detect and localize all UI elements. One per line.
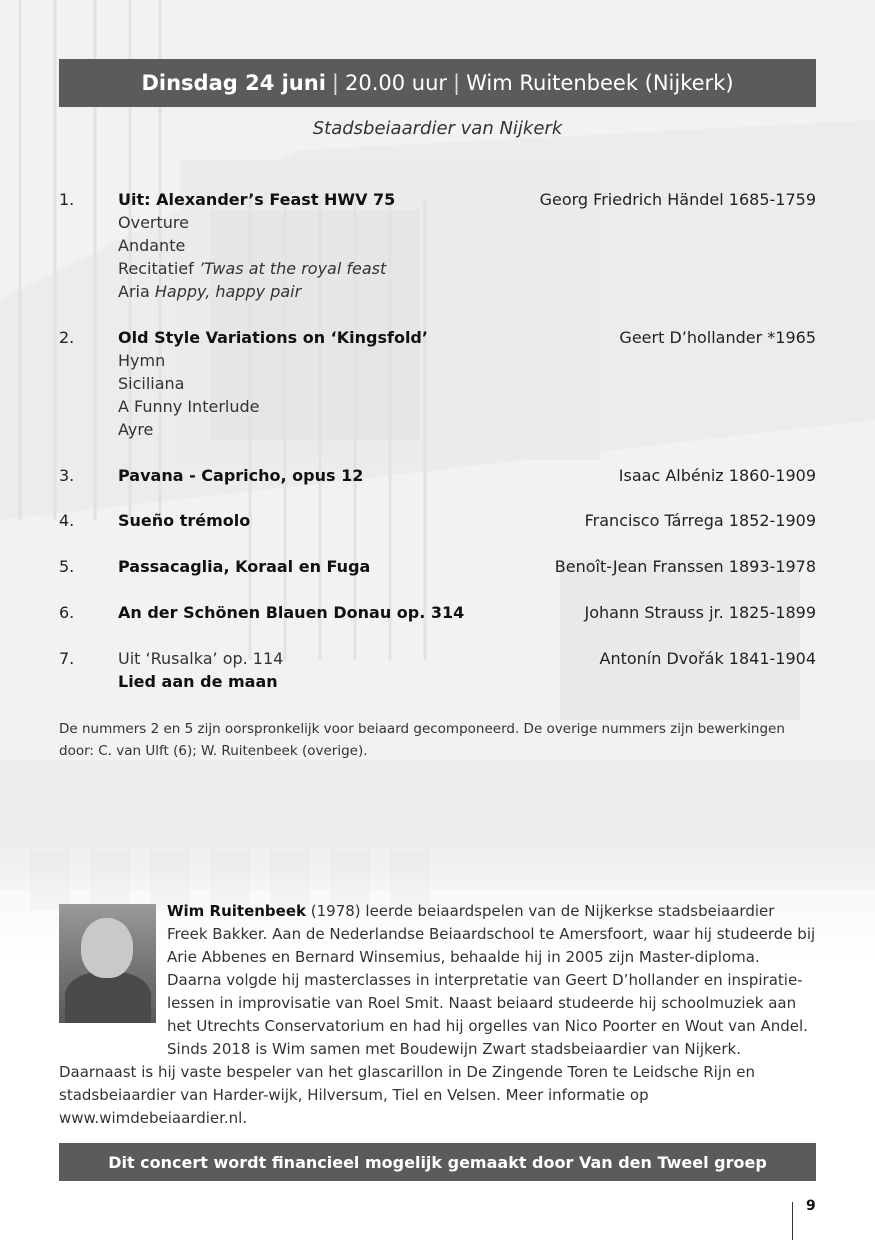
concert-time: 20.00 uur [345,71,448,95]
performer-bio [59,900,816,1130]
composer: Johann Strauss jr. 1825-1899 [584,603,816,622]
movement: Aria Happy, happy pair [118,282,302,301]
composer: Benoît-Jean Franssen 1893-1978 [554,557,816,576]
movement: A Funny Interlude [118,397,260,416]
item-number: 3. [59,466,75,485]
item-number: 6. [59,603,75,622]
page-number: 9 [806,1198,816,1214]
piece-title: Uit: Alexander’s Feast HWV 75 [118,190,396,209]
page-divider [792,1202,793,1240]
program-item [59,555,816,601]
bio-text: (1978) leerde beiaardspelen van de Nijkerkse stadsbeiaardier Freek Bakker. Aan de Nederlandse Beiaardschool te Amersfoort, waar hij studeerde bij Arie Abbenes en Bernard Winsemius, behaalde hij in 2005 zijn Master-diploma. Daarna volgde hij masterclasses in interpretatie van Geert D’hollander en inspiratie-lessen in improvisatie van Roel Smit. Naast beiaard studeerde hij schoolmuziek aan het Utrechts Conservatorium en had hij orgelles van Nico Poorter en Wout van Andel. Sinds 2018 is Wim samen met Boudewijn Zwart stadsbeiaardier van Nijkerk. Daarnaast is hij vaste bespeler van het glascarillon in De Zingende Toren te Leidsche Rijn en stadsbeiaardier van Harder-wijk, Hilversum, Tiel en Velsen. Meer informatie op www.wimdebeiaardier.nl. [59,902,816,1127]
program-item [59,509,816,555]
concert-date: Dinsdag 24 juni [141,71,326,95]
movement: Ayre [118,420,154,439]
movement: Hymn [118,351,166,370]
composer: Isaac Albéniz 1860-1909 [618,466,816,485]
movement: Recitatief ’Twas at the royal feast [118,259,387,278]
piece-title: Lied aan de maan [118,672,278,691]
concert-header [59,59,816,107]
program-item [59,326,816,464]
piece-title: Passacaglia, Koraal en Fuga [118,557,371,576]
program-item [59,464,816,509]
movement: Siciliana [118,374,185,393]
bio-name: Wim Ruitenbeek [167,902,306,920]
item-number: 1. [59,190,75,209]
piece-title: Sueño trémolo [118,511,251,530]
program-note: De nummers 2 en 5 zijn oorspronkelijk voor beiaard gecomponeerd. De overige nummers zijn bewerkingen door: C. van Ulft (6); W. Ruitenbeek (overige). [59,721,785,759]
item-number: 4. [59,511,75,530]
piece-source: Uit ‘Rusalka’ op. 114 [118,649,284,668]
program-list [59,188,816,697]
piece-title: Pavana - Capricho, opus 12 [118,466,364,485]
header-separator: | [453,71,461,95]
piece-title: An der Schönen Blauen Donau op. 314 [118,603,465,622]
composer: Geert D’hollander *1965 [619,328,816,347]
program-item [59,647,816,697]
program-item [59,188,816,326]
composer: Antonín Dvořák 1841-1904 [599,649,816,668]
sponsor-banner: Dit concert wordt financieel mogelijk gemaakt door Van den Tweel groep [59,1143,816,1181]
header-separator: | [331,71,339,95]
piece-title: Old Style Variations on ‘Kingsfold’ [118,328,428,347]
item-number: 7. [59,649,75,668]
movement: Andante [118,236,186,255]
item-number: 2. [59,328,75,347]
movement: Overture [118,213,189,232]
composer: Francisco Tárrega 1852-1909 [584,511,816,530]
item-number: 5. [59,557,75,576]
performer-subtitle: Stadsbeiaardier van Nijkerk [312,118,563,139]
composer: Georg Friedrich Händel 1685-1759 [539,190,816,209]
program-item [59,601,816,647]
performer-name: Wim Ruitenbeek (Nijkerk) [466,71,734,95]
